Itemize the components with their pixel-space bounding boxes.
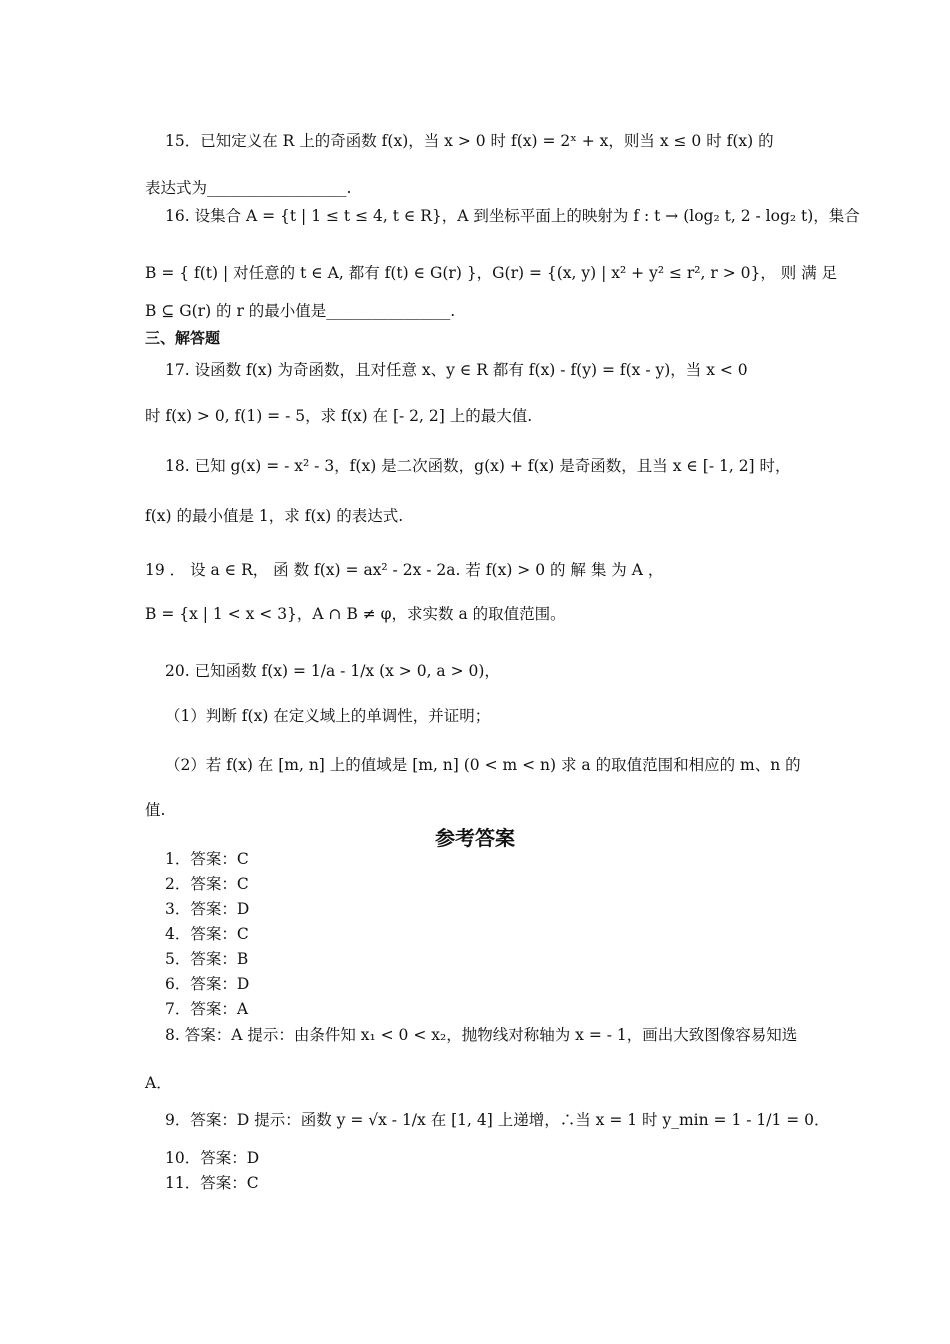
problem-18-line-2: f(x) 的最小值是 1，求 f(x) 的表达式. [145, 507, 404, 525]
problem-20-part-1: （1）判断 f(x) 在定义域上的单调性，并证明； [165, 707, 491, 725]
problem-19-line-1: 19 ． 设 a ∈ R， 函 数 f(x) = ax² - 2x - 2a. 若 f(x) > 0 的 解 集 为 A ， [145, 561, 664, 579]
problem-20-part-2: （2）若 f(x) 在 [m, n] 上的值域是 [m, n] (0 < m < n) 求 a 的取值范围和相应的 m、n 的 [165, 756, 801, 774]
answers-title: 参考答案 [435, 826, 515, 850]
section-heading-solutions: 三、解答题 [145, 329, 221, 347]
answer-11: 11．答案：C [165, 1174, 259, 1192]
problem-17-line-2: 时 f(x) > 0, f(1) = - 5，求 f(x) 在 [- 2, 2] 上的最大值. [145, 407, 533, 425]
answer-9: 9．答案：D 提示：函数 y = √x - 1/x 在 [1, 4] 上递增，∴当 x = 1 时 y_min = 1 - 1/1 = 0． [165, 1111, 830, 1129]
problem-15-line-2: 表达式为__________________. [145, 179, 352, 197]
problem-17-line-1: 17. 设函数 f(x) 为奇函数，且对任意 x、y ∈ R 都有 f(x) - f(y) = f(x - y)，当 x < 0 [165, 361, 748, 379]
problem-16-line-1: 16. 设集合 A = {t | 1 ≤ t ≤ 4, t ∈ R}，A 到坐标平面上的映射为 f : t → (log₂ t, 2 - log₂ t)，集合 [165, 207, 860, 225]
problem-15-line-1: 15．已知定义在 R 上的奇函数 f(x)，当 x > 0 时 f(x) = 2ˣ + x，则当 x ≤ 0 时 f(x) 的 [165, 132, 774, 150]
problem-16-line-3: B ⊆ G(r) 的 r 的最小值是________________. [145, 302, 456, 320]
answer-8-line-1: 8. 答案：A 提示：由条件知 x₁ < 0 < x₂，抛物线对称轴为 x = - 1，画出大致图像容易知选 [165, 1026, 798, 1044]
answer-item: 6．答案：D [165, 975, 250, 993]
answer-8-line-2: A． [145, 1074, 172, 1092]
answer-item: 5．答案：B [165, 950, 249, 968]
answer-item: 4．答案：C [165, 925, 249, 943]
problem-20-part-2-end: 值. [145, 801, 166, 819]
problem-19-line-2: B = {x | 1 < x < 3}，A ∩ B ≠ φ，求实数 a 的取值范围。 [145, 605, 566, 623]
answer-10: 10．答案：D [165, 1149, 260, 1167]
answer-item: 7．答案：A [165, 1000, 249, 1018]
answer-item: 2．答案：C [165, 875, 249, 893]
problem-20-line-1: 20. 已知函数 f(x) = 1/a - 1/x (x > 0, a > 0)， [165, 662, 500, 680]
problem-16-line-2: B = { f(t) | 对任意的 t ∈ A, 都有 f(t) ∈ G(r) }，G(r) = {(x, y) | x² + y² ≤ r², r > 0}， 则 满 足 [145, 264, 838, 282]
problem-18-line-1: 18. 已知 g(x) = - x² - 3，f(x) 是二次函数，g(x) + f(x) 是奇函数，且当 x ∈ [- 1, 2] 时， [165, 457, 791, 475]
answer-item: 1．答案：C [165, 850, 249, 868]
answer-item: 3．答案：D [165, 900, 250, 918]
